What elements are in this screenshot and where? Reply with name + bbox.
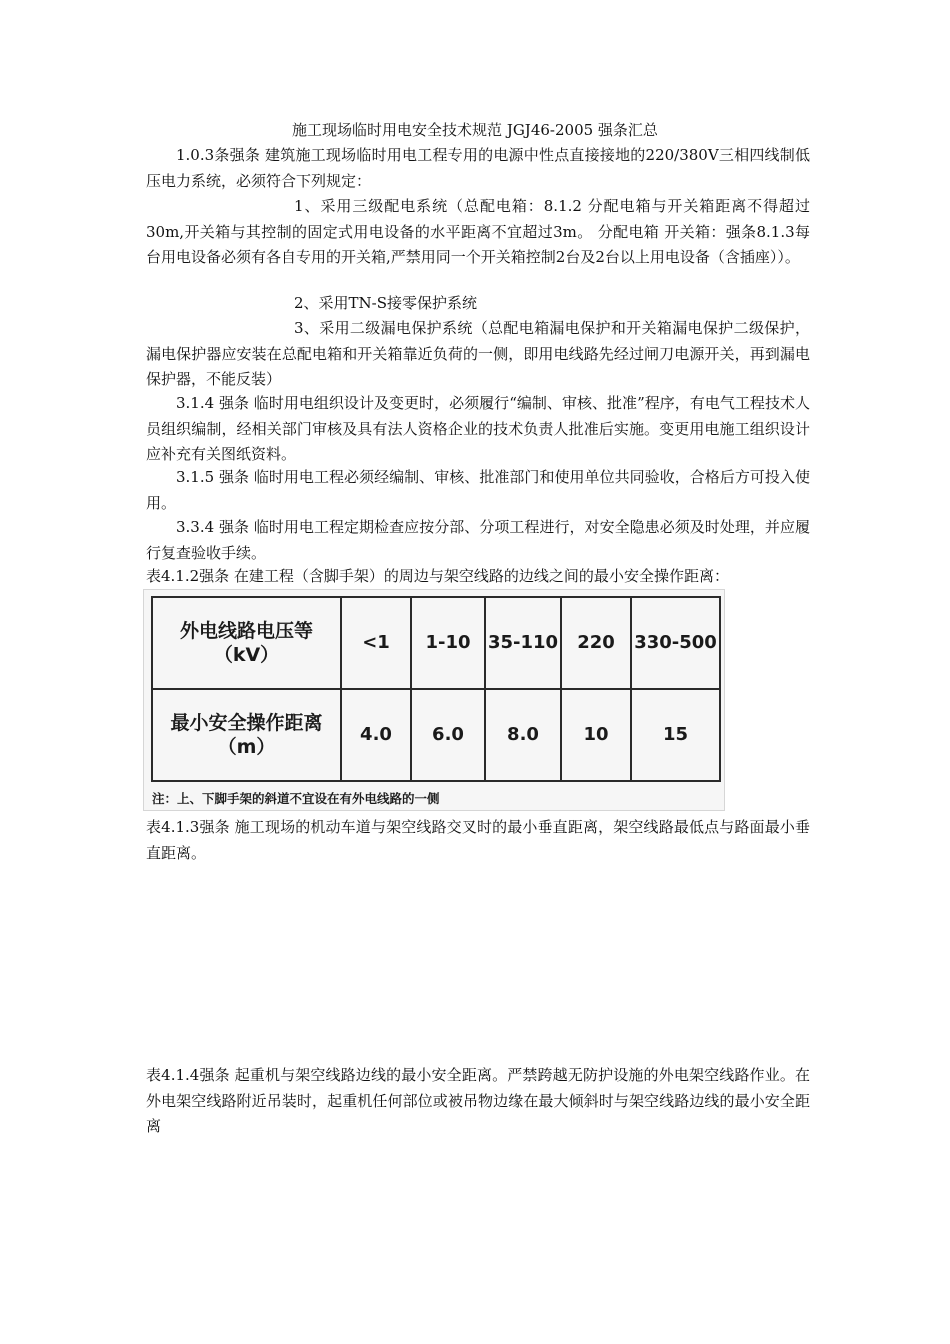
voltage-cell: 1-10 — [411, 597, 485, 689]
distance-header-unit: （m） — [217, 736, 276, 758]
distance-cell: 4.0 — [341, 689, 411, 781]
clause-3-1-4: 3.1.4 强条 临时用电组织设计及变更时，必须履行“编制、审核、批准”程序，有电气工程技术人员组织编制，经相关部门审核及具有法人资格企业的技术负责人批准后实施。变更用电施工组织设计应补充有关图纸资料。 — [146, 394, 810, 463]
clause-1-0-3: 1.0.3条强条 建筑施工现场临时用电工程专用的电源中性点直接接地的220/380V三相四线制低压电力系统，必须符合下列规定： — [146, 146, 810, 190]
distance-table-image — [143, 589, 725, 811]
voltage-cell: 35-110 — [485, 597, 561, 689]
table-note: 注：上、下脚手架的斜道不宜设在有外电线路的一侧 — [152, 791, 440, 806]
clause-3-1-5: 3.1.5 强条 临时用电工程必须经编制、审核、批准部门和使用单位共同验收，合格后方可投入使用。 — [146, 468, 810, 512]
voltage-header-unit: （kV） — [213, 644, 280, 666]
item-tn-s-system: 2、采用TN-S接零保护系统 — [294, 294, 478, 312]
table-4-1-2-caption: 表4.1.2强条 在建工程（含脚手架）的周边与架空线路的边线之间的最小安全操作距离： — [146, 567, 729, 585]
distance-cell: 15 — [631, 689, 720, 781]
voltage-header-label: 外电线路电压等 — [179, 620, 313, 642]
table-4-1-4-caption: 表4.1.4强条 起重机与架空线路边线的最小安全距离。严禁跨越无防护设施的外电架空线路作业。在外电架空线路附近吊装时，起重机任何部位或被吊物边缘在最大倾斜时与架空线路边线的最小安全距离 — [146, 1066, 810, 1135]
distance-header-cell — [152, 689, 341, 781]
table-4-1-3-caption: 表4.1.3强条 施工现场的机动车道与架空线路交叉时的最小垂直距离，架空线路最低点与路面最小垂直距离。 — [146, 818, 810, 862]
voltage-cell: 330-500 — [631, 597, 720, 689]
voltage-cell: 220 — [561, 597, 631, 689]
clause-3-3-4: 3.3.4 强条 临时用电工程定期检查应按分部、分项工程进行，对安全隐患必须及时处理，并应履行复查验收手续。 — [146, 518, 810, 562]
item-three-level-distribution: 1、采用三级配电系统（总配电箱：8.1.2 分配电箱与开关箱距离不得超过30m,开关箱与其控制的固定式用电设备的水平距离不宜超过3m。 分配电箱 开关箱：强条8.1.3每台用电设备必须有各自专用的开关箱,严禁用同一个开关箱控制2台及2台以上用电设备（含插座））。 — [146, 197, 810, 266]
voltage-cell: <1 — [341, 597, 411, 689]
table-row-distance — [152, 689, 720, 781]
distance-table — [151, 596, 721, 782]
distance-cell: 8.0 — [485, 689, 561, 781]
distance-cell: 10 — [561, 689, 631, 781]
distance-header-label: 最小安全操作距离 — [170, 712, 323, 734]
distance-cell: 6.0 — [411, 689, 485, 781]
table-row-voltage — [152, 597, 720, 689]
voltage-header-cell — [152, 597, 341, 689]
document-title: 施工现场临时用电安全技术规范 JGJ46-2005 强条汇总 — [292, 121, 658, 139]
item-two-level-leakage: 3、采用二级漏电保护系统（总配电箱漏电保护和开关箱漏电保护二级保护，漏电保护器应安装在总配电箱和开关箱靠近负荷的一侧，即用电线路先经过闸刀电源开关，再到漏电保护器，不能反装） — [146, 319, 810, 388]
